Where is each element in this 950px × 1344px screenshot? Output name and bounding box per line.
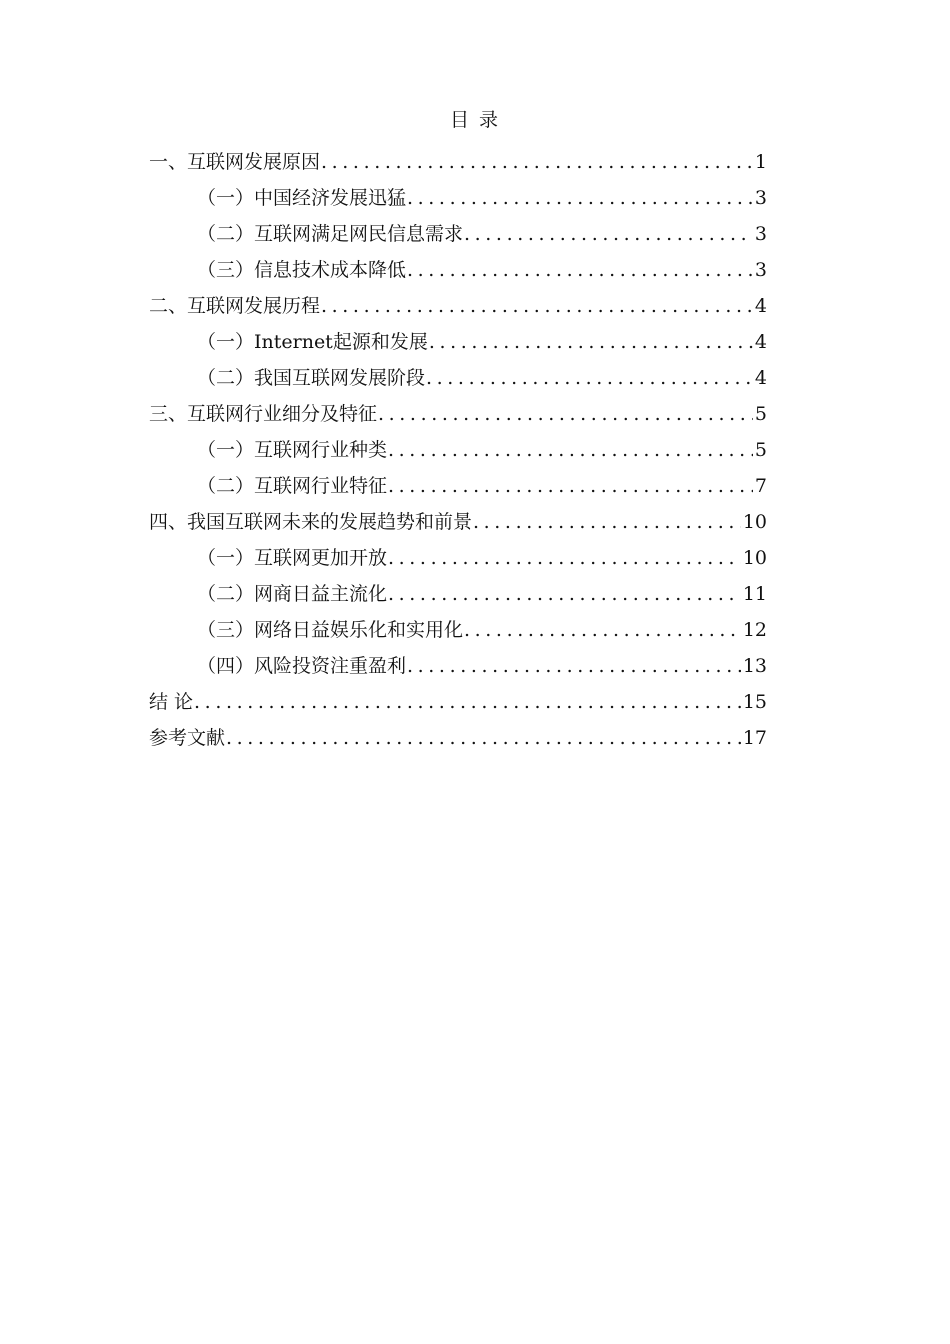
toc-entry[interactable]: [149, 250, 767, 286]
toc-entry[interactable]: [149, 574, 767, 610]
toc-entry-title: 三、互联网行业细分及特征: [149, 403, 378, 425]
toc-page-number: 5: [754, 439, 767, 461]
toc-dot-leader: [194, 690, 741, 714]
toc-entry-title: 一、互联网发展原因: [149, 151, 321, 173]
toc-dot-leader: [407, 258, 753, 282]
toc-entry[interactable]: [149, 214, 767, 250]
toc-entry-title: （三）网络日益娱乐化和实用化: [197, 619, 464, 641]
toc-dot-leader: [464, 222, 753, 246]
toc-entry[interactable]: [149, 682, 767, 718]
toc-page-number: 15: [742, 691, 767, 713]
toc-page-number: 3: [754, 259, 767, 281]
toc-entry-title: （一）互联网更加开放: [197, 547, 388, 569]
toc-page-number: 11: [742, 583, 767, 605]
toc-entry[interactable]: [149, 430, 767, 466]
toc-page-number: 10: [742, 547, 767, 569]
toc-entry-title: （一）中国经济发展迅猛: [197, 187, 407, 209]
toc-entry[interactable]: [149, 358, 767, 394]
toc-dot-leader: [407, 654, 741, 678]
toc-entry[interactable]: [149, 610, 767, 646]
toc-page-number: 4: [754, 295, 767, 317]
toc-entry-title: （四）风险投资注重盈利: [197, 655, 407, 677]
toc-page-number: 12: [742, 619, 767, 641]
toc-dot-leader: [388, 438, 753, 462]
toc-entry-title: （二）互联网行业特征: [197, 475, 388, 497]
toc-title: 目 录: [449, 109, 501, 131]
toc-entry-title: （三）信息技术成本降低: [197, 259, 407, 281]
toc-dot-leader: [226, 726, 741, 750]
toc-dot-leader: [388, 582, 741, 606]
toc-dot-leader: [426, 366, 753, 390]
toc-entry-title: （二）互联网满足网民信息需求: [197, 223, 464, 245]
toc-entry[interactable]: [149, 646, 767, 682]
toc-page-number: 10: [742, 511, 767, 533]
toc-entry-title: （一）Internet起源和发展: [197, 331, 428, 353]
toc-entry[interactable]: [149, 538, 767, 574]
toc-page-number: 4: [754, 331, 767, 353]
toc-entry[interactable]: [149, 178, 767, 214]
toc-entry[interactable]: [149, 718, 767, 754]
toc-page-number: 3: [754, 187, 767, 209]
toc-dot-leader: [321, 150, 753, 174]
toc-page-number: 17: [742, 727, 767, 749]
toc-entry-title: （二）网商日益主流化: [197, 583, 388, 605]
toc-entry-title: 四、我国互联网未来的发展趋势和前景: [149, 511, 473, 533]
toc-entry[interactable]: [149, 502, 767, 538]
toc-dot-leader: [464, 618, 741, 642]
toc-entry-title: 结 论: [149, 691, 194, 713]
toc-entry-title: 二、互联网发展历程: [149, 295, 321, 317]
toc-entry[interactable]: [149, 286, 767, 322]
toc-dot-leader: [429, 330, 753, 354]
toc-dot-leader: [321, 294, 753, 318]
toc-page-number: 13: [742, 655, 767, 677]
toc-page-number: 1: [754, 151, 767, 173]
toc-entry[interactable]: [149, 466, 767, 502]
toc-dot-leader: [378, 402, 753, 426]
toc-entry[interactable]: [149, 142, 767, 178]
toc-entry-title: （二）我国互联网发展阶段: [197, 367, 426, 389]
toc-page-number: 7: [754, 475, 767, 497]
toc-dot-leader: [388, 546, 741, 570]
toc-dot-leader: [388, 474, 753, 498]
toc-page-number: 5: [754, 403, 767, 425]
toc-page-number: 4: [754, 367, 767, 389]
toc-entry[interactable]: [149, 322, 767, 358]
toc-entry-title: 参考文献: [149, 727, 226, 749]
toc-page-number: 3: [754, 223, 767, 245]
toc-dot-leader: [407, 186, 753, 210]
toc-dot-leader: [473, 510, 741, 534]
toc-list: [149, 142, 767, 754]
toc-entry[interactable]: [149, 394, 767, 430]
toc-entry-title: （一）互联网行业种类: [197, 439, 388, 461]
